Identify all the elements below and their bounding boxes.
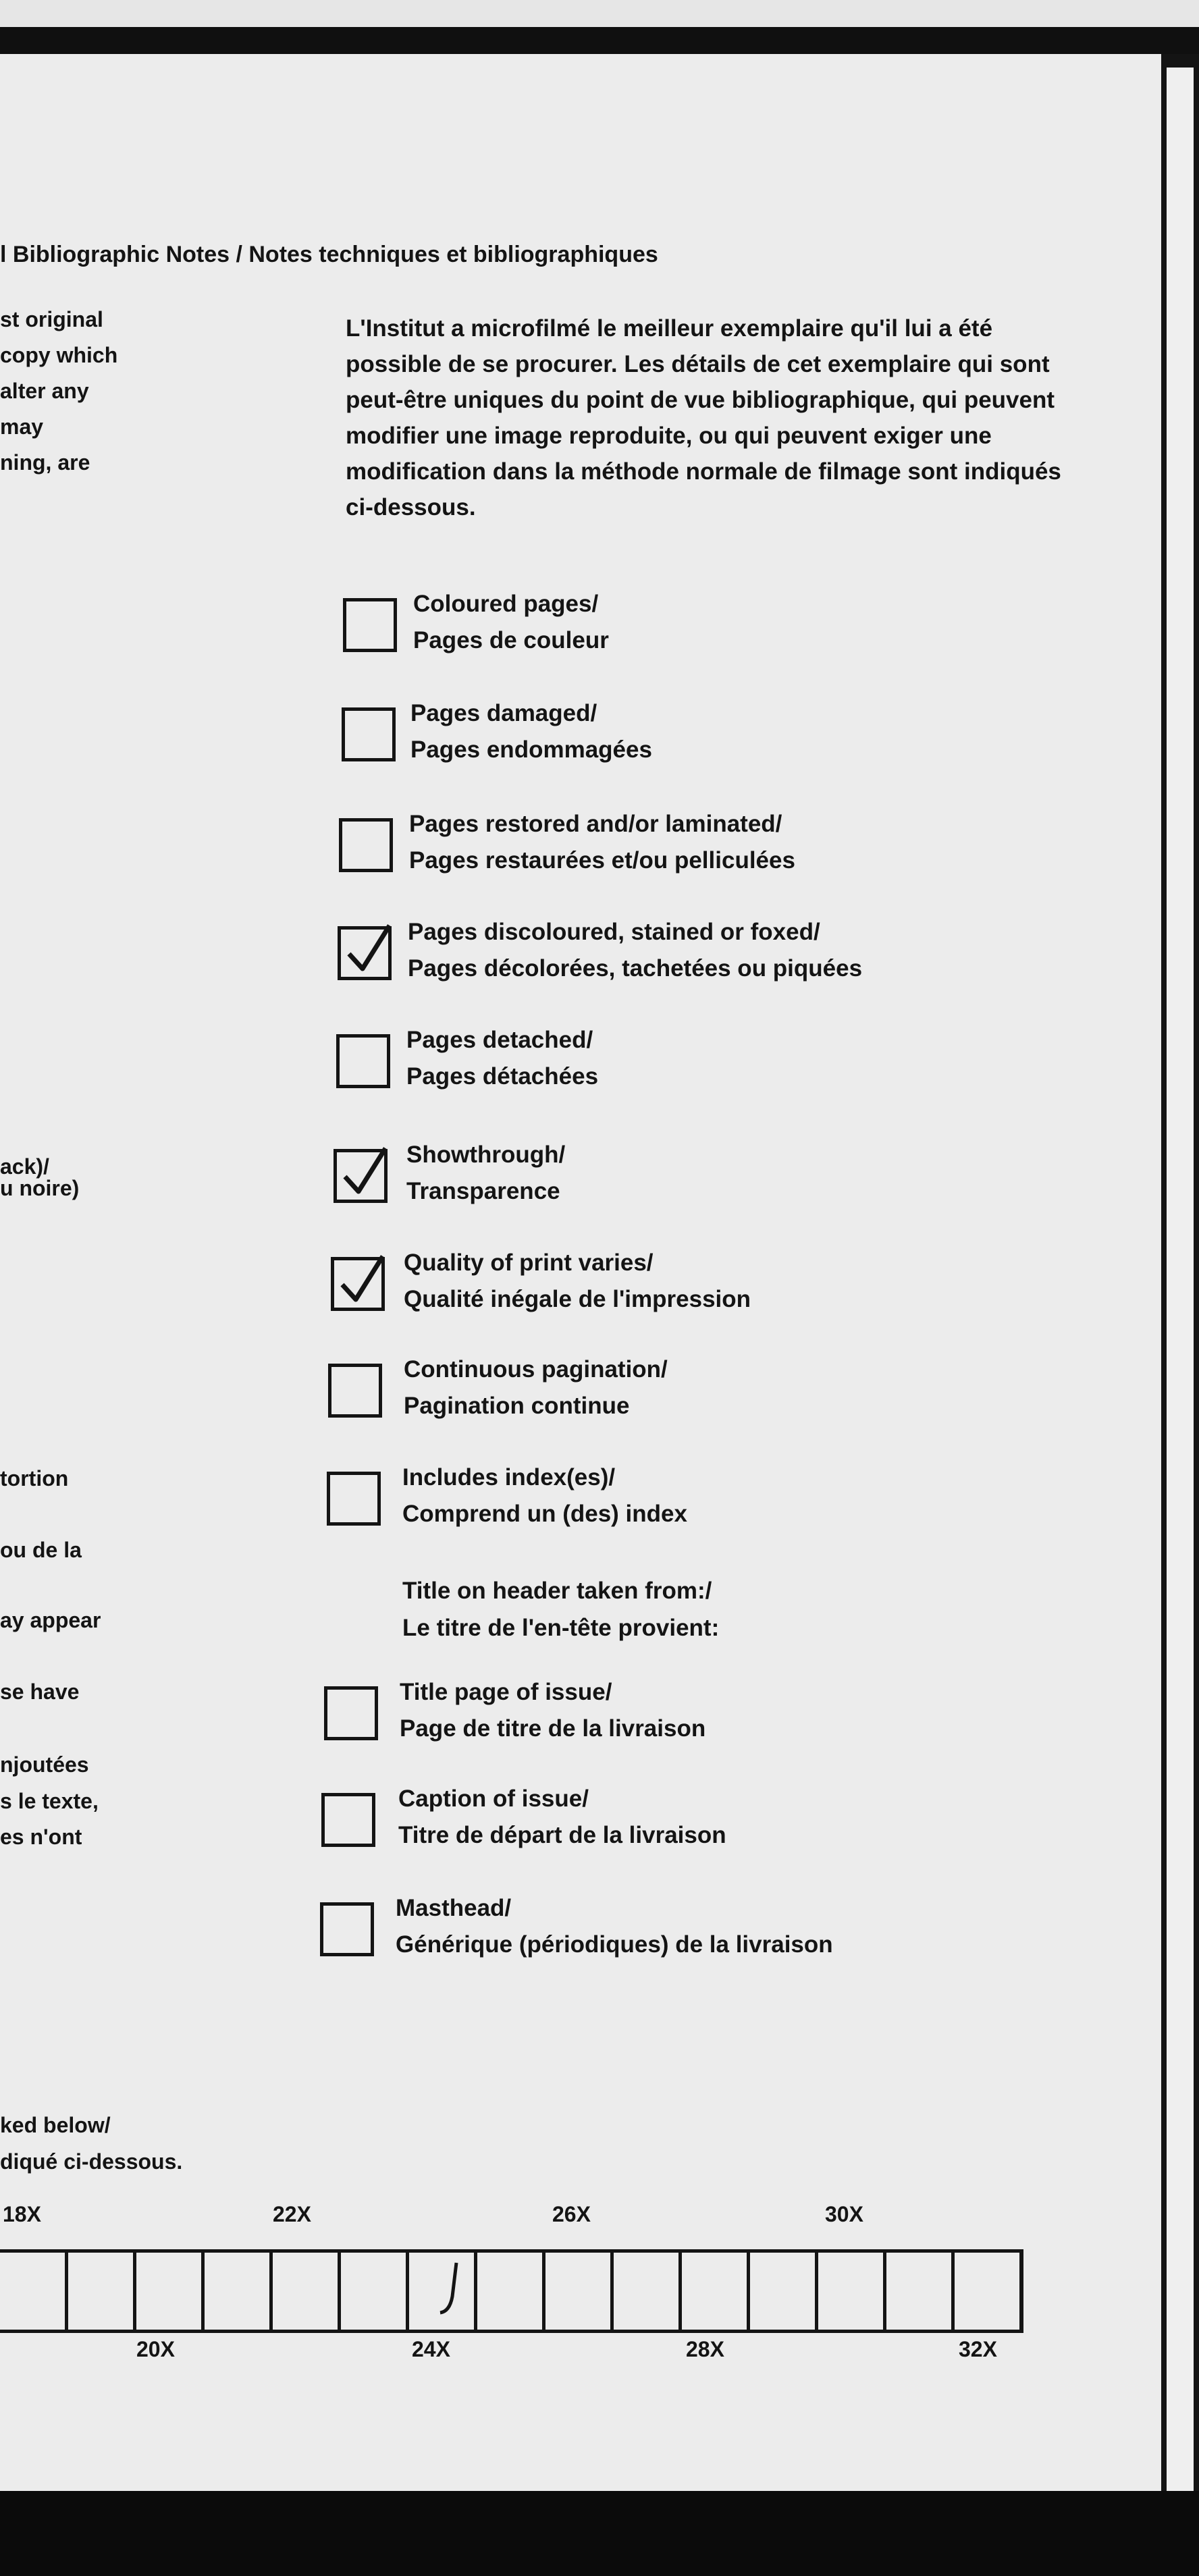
empty-checkbox: [339, 818, 393, 872]
scale-cell-divider: [951, 2253, 955, 2330]
left-fragment: copy which: [0, 343, 118, 367]
scan-right-margin: [1167, 68, 1194, 2511]
empty-checkbox: [336, 1034, 390, 1088]
left-fragment: ack)/: [0, 1154, 49, 1179]
left-fragment: diqué ci-dessous.: [0, 2149, 183, 2174]
option-label-en: Title page of issue/: [400, 1679, 612, 1705]
option-label-fr: Pages restaurées et/ou pelliculées: [409, 847, 795, 874]
option-label-en: Masthead/: [396, 1895, 512, 1921]
scale-label-lower: 28X: [686, 2337, 724, 2361]
scale-check-mark: [436, 2257, 463, 2325]
scale-cell-divider: [406, 2253, 409, 2330]
intro-paragraph: L'Institut a microfilmé le meilleur exemplaire qu'il lui a été possible de se procurer. Les détails de cet exemplaire qui sont peut-être uniques du point de vue bibliographique, qui peuvent modifier une image reproduite, ou qui peuvent exiger une modification dans la méthode normale de filmage sont indiqués ci-dessous.: [346, 315, 1061, 520]
left-fragment: ning, are: [0, 450, 90, 475]
option-label-en: Caption of issue/: [398, 1786, 589, 1812]
scale-cell-divider: [1019, 2253, 1023, 2330]
option-label-en: Showthrough/: [406, 1142, 566, 1168]
scale-cell-divider: [269, 2253, 273, 2330]
empty-checkbox: [327, 1472, 381, 1526]
scale-cell-divider: [133, 2253, 136, 2330]
checked-checkbox: [334, 1149, 388, 1203]
scale-cell-divider: [201, 2253, 205, 2330]
left-fragment: ay appear: [0, 1608, 101, 1632]
title-on-header-en: Title on header taken from:/: [402, 1578, 712, 1604]
option-label-en: Pages detached/: [406, 1027, 593, 1053]
scale-label-lower: 32X: [959, 2337, 997, 2361]
scale-label-upper: 18X: [3, 2202, 41, 2226]
scale-label-lower: 24X: [412, 2337, 450, 2361]
option-label-en: Includes index(es)/: [402, 1464, 616, 1491]
scale-label-upper: 30X: [825, 2202, 863, 2226]
notes-heading: l Bibliographic Notes / Notes techniques et bibliographiques: [0, 242, 658, 267]
scale-cell-divider: [815, 2253, 818, 2330]
option-label-fr: Générique (périodiques) de la livraison: [396, 1931, 833, 1958]
scale-label-upper: 22X: [273, 2202, 311, 2226]
left-fragment: may: [0, 414, 44, 439]
option-label-fr: Qualité inégale de l'impression: [404, 1286, 751, 1312]
empty-checkbox: [328, 1364, 382, 1418]
checked-checkbox: [331, 1257, 385, 1311]
left-fragment: ked below/: [0, 2113, 111, 2137]
scale-cell-divider: [542, 2253, 545, 2330]
option-label-en: Pages restored and/or laminated/: [409, 811, 782, 837]
scale-cell-divider: [883, 2253, 886, 2330]
scale-cell-divider: [474, 2253, 477, 2330]
option-label-en: Pages damaged/: [410, 700, 597, 726]
option-label-fr: Pages détachées: [406, 1063, 599, 1090]
left-fragment: ou de la: [0, 1538, 82, 1562]
check-mark-icon: [336, 1255, 390, 1309]
option-label-en: Pages discoloured, stained or foxed/: [408, 919, 820, 945]
left-fragment: s le texte,: [0, 1789, 99, 1813]
option-label-fr: Pagination continue: [404, 1393, 630, 1419]
check-mark-icon: [342, 924, 396, 978]
left-fragment: njoutées: [0, 1752, 89, 1777]
empty-checkbox: [343, 598, 397, 652]
scale-cell-divider: [65, 2253, 68, 2330]
option-label-en: Coloured pages/: [413, 591, 599, 617]
scan-bottom-border: [0, 2491, 1199, 2576]
scale-label-lower: 20X: [136, 2337, 175, 2361]
option-label-fr: Titre de départ de la livraison: [398, 1822, 726, 1848]
option-label-fr: Page de titre de la livraison: [400, 1715, 706, 1742]
option-label-fr: Pages endommagées: [410, 736, 652, 763]
scale-cell-divider: [610, 2253, 614, 2330]
left-fragment: st original: [0, 307, 103, 331]
option-label-fr: Transparence: [406, 1178, 560, 1204]
checked-checkbox: [338, 926, 392, 980]
reduction-ratio-scale: [0, 2249, 1023, 2333]
scale-label-upper: 26X: [552, 2202, 591, 2226]
left-fragment: es n'ont: [0, 1825, 82, 1849]
left-fragment: u noire): [0, 1176, 80, 1200]
option-label-fr: Pages de couleur: [413, 627, 609, 653]
empty-checkbox: [320, 1902, 374, 1956]
scale-cell-divider: [678, 2253, 682, 2330]
scale-cell-divider: [338, 2253, 341, 2330]
option-label-en: Continuous pagination/: [404, 1356, 668, 1383]
option-label-fr: Comprend un (des) index: [402, 1501, 687, 1527]
left-fragment: alter any: [0, 379, 89, 403]
empty-checkbox: [324, 1686, 378, 1740]
empty-checkbox: [321, 1793, 375, 1847]
scale-cell-divider: [747, 2253, 750, 2330]
option-label-fr: Pages décolorées, tachetées ou piquées: [408, 955, 863, 982]
left-fragment: tortion: [0, 1466, 69, 1491]
left-fragment: se have: [0, 1680, 80, 1704]
check-mark-icon: [338, 1147, 392, 1201]
option-label-en: Quality of print varies/: [404, 1250, 654, 1276]
empty-checkbox: [342, 707, 396, 761]
scan-top-margin: [0, 0, 1199, 27]
title-on-header-fr: Le titre de l'en-tête provient:: [402, 1615, 720, 1641]
